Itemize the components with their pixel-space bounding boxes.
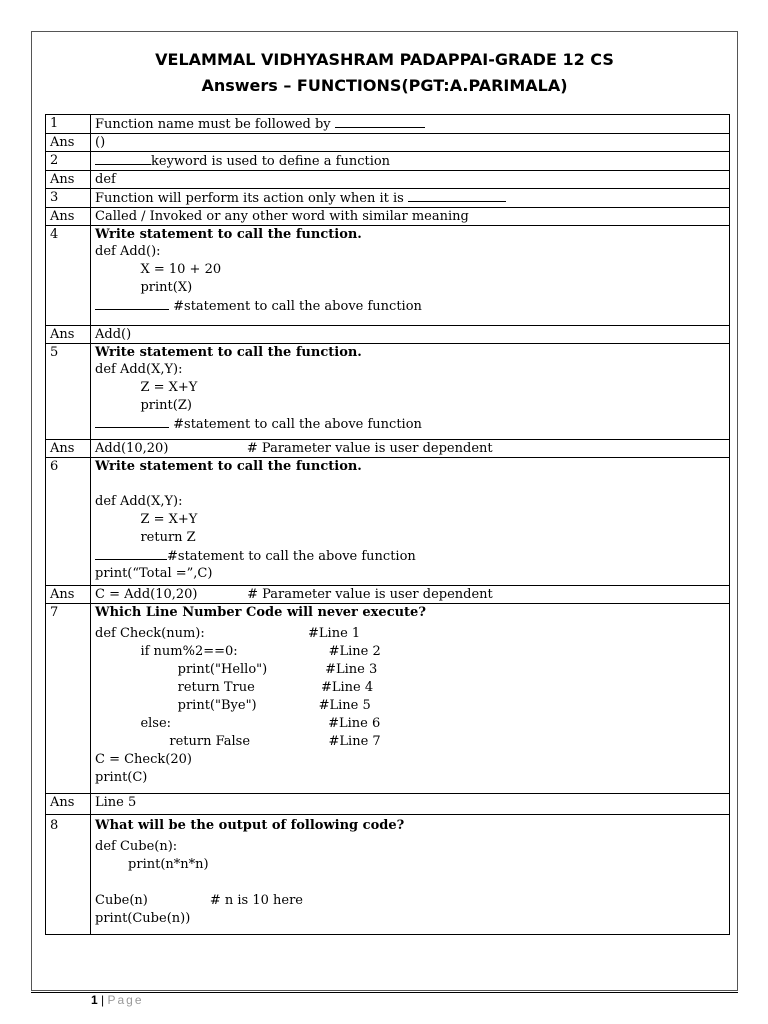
question-number: 4: [46, 226, 91, 326]
question-row-3: [46, 189, 730, 208]
question-number: 2: [46, 152, 91, 171]
document-subtitle: Answers – FUNCTIONS(PGT:A.PARIMALA): [201, 76, 568, 95]
school-title: VELAMMAL VIDHYASHRAM PADAPPAI-GRADE 12 CS: [155, 50, 614, 69]
answer-row-1: [46, 134, 730, 152]
code-line: def Cube(n):: [95, 839, 178, 854]
question-number: 3: [46, 189, 91, 208]
question-cell: [91, 458, 730, 586]
answer-row-6: [46, 586, 730, 604]
question-number: 6: [46, 458, 91, 586]
answer-label: Ans: [46, 208, 91, 226]
answer-blank: [95, 152, 151, 165]
question-number: 5: [46, 344, 91, 440]
code-line: [95, 547, 725, 565]
answer-blank: [95, 297, 169, 310]
question-text-content: keyword is used to define a function: [151, 154, 391, 169]
answer-label: Ans: [46, 326, 91, 344]
page-footer: [91, 993, 144, 1007]
question-text: [91, 152, 730, 171]
question-cell: [91, 604, 730, 794]
code-line: def Check(num): #Line 1: [95, 626, 361, 641]
code-line: print(n*n*n): [95, 857, 209, 872]
code-line: print(X): [95, 280, 193, 295]
code-line: print(“Total =”,C): [95, 566, 213, 581]
answer-label: Ans: [46, 794, 91, 815]
code-comment: #statement to call the above function: [169, 417, 422, 432]
answer-text: (): [91, 134, 730, 152]
code-line: print(C): [95, 770, 148, 785]
question-row-7: [46, 604, 730, 794]
question-cell: [91, 815, 730, 935]
question-title: Write statement to call the function.: [95, 227, 362, 242]
answer-label: Ans: [46, 586, 91, 604]
question-number: 7: [46, 604, 91, 794]
question-title: What will be the output of following code?: [95, 818, 405, 833]
answer-row-5: [46, 440, 730, 458]
answer-row-4: [46, 326, 730, 344]
code-line: return True #Line 4: [95, 680, 374, 695]
code-line: print(Cube(n)): [95, 911, 191, 926]
question-cell: [91, 226, 730, 326]
question-text-content: Function name must be followed by: [95, 117, 335, 132]
answer-label: Ans: [46, 440, 91, 458]
page-number: 1: [91, 993, 98, 1007]
page-label: Page: [107, 993, 144, 1007]
question-number: 1: [46, 115, 91, 134]
answer-text: C = Add(10,20) # Parameter value is user dependent: [91, 586, 730, 604]
question-number: 8: [46, 815, 91, 935]
answer-row-3: [46, 208, 730, 226]
answer-blank: [95, 547, 167, 560]
question-row-8: [46, 815, 730, 935]
answer-label: Ans: [46, 171, 91, 189]
answer-text: Add(10,20) # Parameter value is user dependent: [91, 440, 730, 458]
question-text: [91, 189, 730, 208]
code-line: X = 10 + 20: [95, 262, 222, 277]
code-line: print(Z): [95, 398, 192, 413]
code-line: print("Hello") #Line 3: [95, 662, 378, 677]
question-row-4: [46, 226, 730, 326]
footer-separator: |: [101, 993, 105, 1007]
code-line: print("Bye") #Line 5: [95, 698, 371, 713]
code-line: else: #Line 6: [95, 716, 381, 731]
answer-text: Called / Invoked or any other word with similar meaning: [91, 208, 730, 226]
question-cell: [91, 344, 730, 440]
qa-table: [45, 114, 730, 935]
answer-row-7: [46, 794, 730, 815]
code-line: [95, 297, 725, 315]
code-line: def Add():: [95, 244, 161, 259]
answer-blank: [335, 115, 425, 128]
code-line: [95, 415, 725, 433]
code-comment: #statement to call the above function: [169, 299, 422, 314]
answer-blank: [408, 189, 506, 202]
question-row-1: [46, 115, 730, 134]
question-text: [91, 115, 730, 134]
question-row-2: [46, 152, 730, 171]
code-line: return Z: [95, 530, 196, 545]
answer-text: def: [91, 171, 730, 189]
code-line: return False #Line 7: [95, 734, 381, 749]
code-line: def Add(X,Y):: [95, 494, 183, 509]
code-line: if num%2==0: #Line 2: [95, 644, 381, 659]
question-title: Which Line Number Code will never execute?: [95, 605, 426, 620]
question-row-5: [46, 344, 730, 440]
code-line: C = Check(20): [95, 752, 192, 767]
answer-text: Add(): [91, 326, 730, 344]
question-title: Write statement to call the function.: [95, 345, 362, 360]
code-comment: #statement to call the above function: [167, 549, 416, 564]
code-line: Cube(n) # n is 10 here: [95, 893, 303, 908]
answer-blank: [95, 415, 169, 428]
answer-row-2: [46, 171, 730, 189]
code-line: Z = X+Y: [95, 512, 198, 527]
code-line: Z = X+Y: [95, 380, 198, 395]
question-text-content: Function will perform its action only when it is: [95, 191, 408, 206]
code-line: def Add(X,Y):: [95, 362, 183, 377]
question-title: Write statement to call the function.: [95, 459, 362, 474]
question-row-6: [46, 458, 730, 586]
answer-label: Ans: [46, 134, 91, 152]
answer-text: Line 5: [91, 794, 730, 815]
